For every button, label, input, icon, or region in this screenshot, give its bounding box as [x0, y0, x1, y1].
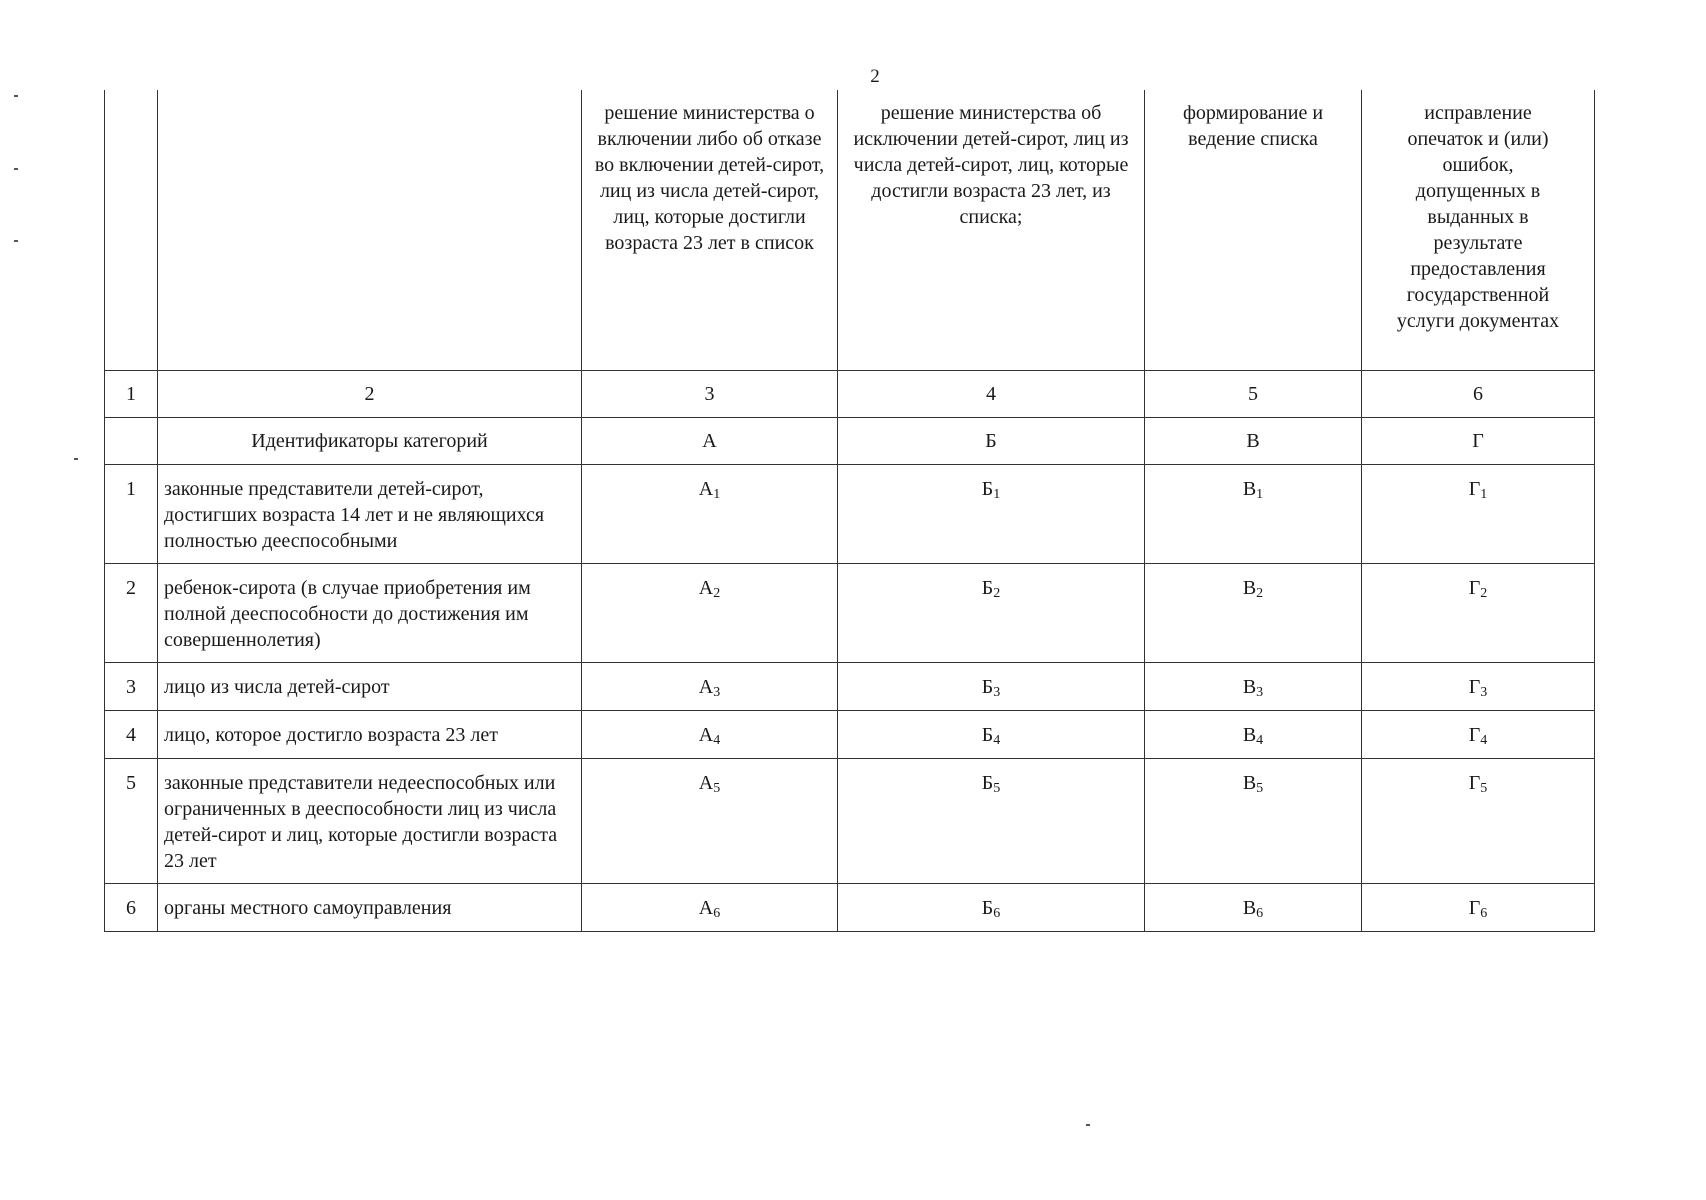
code-cell: Г3	[1362, 663, 1595, 711]
code-cell: Б1	[838, 465, 1145, 564]
header-text: решение министерства о включении либо об отказе во включении детей-сирот, лиц из числа детей-сирот, лиц, которые достигли возраста 23 лет в список	[594, 102, 825, 254]
column-number: 5	[1145, 371, 1362, 418]
column-number: 3	[582, 371, 838, 418]
code-cell: Г2	[1362, 564, 1595, 663]
header-cell-1	[105, 90, 158, 371]
row-number: 1	[105, 465, 158, 564]
code-cell: А1	[582, 465, 838, 564]
header-text: решение министерства об исключении детей-сирот, лиц из числа детей-сирот, лиц, которые достигли возраста 23 лет, из списка;	[853, 102, 1129, 228]
header-cell-5	[1145, 90, 1362, 371]
scan-speck	[14, 168, 18, 170]
scan-speck	[14, 240, 18, 242]
code-cell: Б3	[838, 663, 1145, 711]
row-number: 6	[105, 884, 158, 932]
code-cell: Б2	[838, 564, 1145, 663]
code-cell: Г6	[1362, 884, 1595, 932]
code-cell: В3	[1145, 663, 1362, 711]
identifier-code: В	[1145, 418, 1362, 465]
code-cell: Б6	[838, 884, 1145, 932]
column-number: 1	[105, 371, 158, 418]
code-cell: Б5	[838, 759, 1145, 884]
column-number: 6	[1362, 371, 1595, 418]
code-cell: В2	[1145, 564, 1362, 663]
code-cell: В6	[1145, 884, 1362, 932]
category-text: законные представители недееспособных или ограниченных в дееспособности лиц из числа детей-сирот и лиц, которые достигли возраста 23 лет	[158, 759, 582, 884]
header-row	[105, 90, 1595, 371]
code-cell: Б4	[838, 711, 1145, 759]
header-text: исправление опечаток и (или) ошибок, допущенных в выданных в результате предоставления государственной услуги документах	[1396, 102, 1560, 332]
code-cell: А2	[582, 564, 838, 663]
header-cell-2	[158, 90, 582, 371]
code-cell: А4	[582, 711, 838, 759]
header-cell-3	[582, 90, 838, 371]
identifier-code: Г	[1362, 418, 1595, 465]
row-number: 2	[105, 564, 158, 663]
scan-speck	[14, 95, 18, 97]
categories-table	[104, 90, 1595, 932]
column-number: 4	[838, 371, 1145, 418]
code-cell: А5	[582, 759, 838, 884]
table-row	[105, 711, 1595, 759]
table-row	[105, 564, 1595, 663]
category-text: законные представители детей-сирот, достигших возраста 14 лет и не являющихся полностью дееспособными	[158, 465, 582, 564]
identifiers-label: Идентификаторы категорий	[158, 418, 582, 465]
page-number: 2	[870, 66, 880, 87]
code-cell: В1	[1145, 465, 1362, 564]
header-cell-4	[838, 90, 1145, 371]
scan-speck	[74, 458, 78, 460]
table-row	[105, 759, 1595, 884]
table-row	[105, 884, 1595, 932]
identifiers-row	[105, 418, 1595, 465]
row-number: 5	[105, 759, 158, 884]
table-row	[105, 465, 1595, 564]
scan-speck	[1086, 1124, 1090, 1126]
category-text: органы местного самоуправления	[158, 884, 582, 932]
identifier-code: А	[582, 418, 838, 465]
column-numbers-row	[105, 371, 1595, 418]
header-text: формирование и ведение списка	[1182, 102, 1324, 150]
column-number: 2	[158, 371, 582, 418]
header-cell-6	[1362, 90, 1595, 371]
table-row	[105, 663, 1595, 711]
row-number: 3	[105, 663, 158, 711]
category-text: ребенок-сирота (в случае приобретения им полной дееспособности до достижения им совершеннолетия)	[158, 564, 582, 663]
code-cell: Г5	[1362, 759, 1595, 884]
code-cell: А3	[582, 663, 838, 711]
code-cell: А6	[582, 884, 838, 932]
code-cell: Г4	[1362, 711, 1595, 759]
row-number: 4	[105, 711, 158, 759]
code-cell: В4	[1145, 711, 1362, 759]
identifier-code: Б	[838, 418, 1145, 465]
category-text: лицо, которое достигло возраста 23 лет	[158, 711, 582, 759]
identifiers-num-cell	[105, 418, 158, 465]
code-cell: Г1	[1362, 465, 1595, 564]
category-text: лицо из числа детей-сирот	[158, 663, 582, 711]
code-cell: В5	[1145, 759, 1362, 884]
